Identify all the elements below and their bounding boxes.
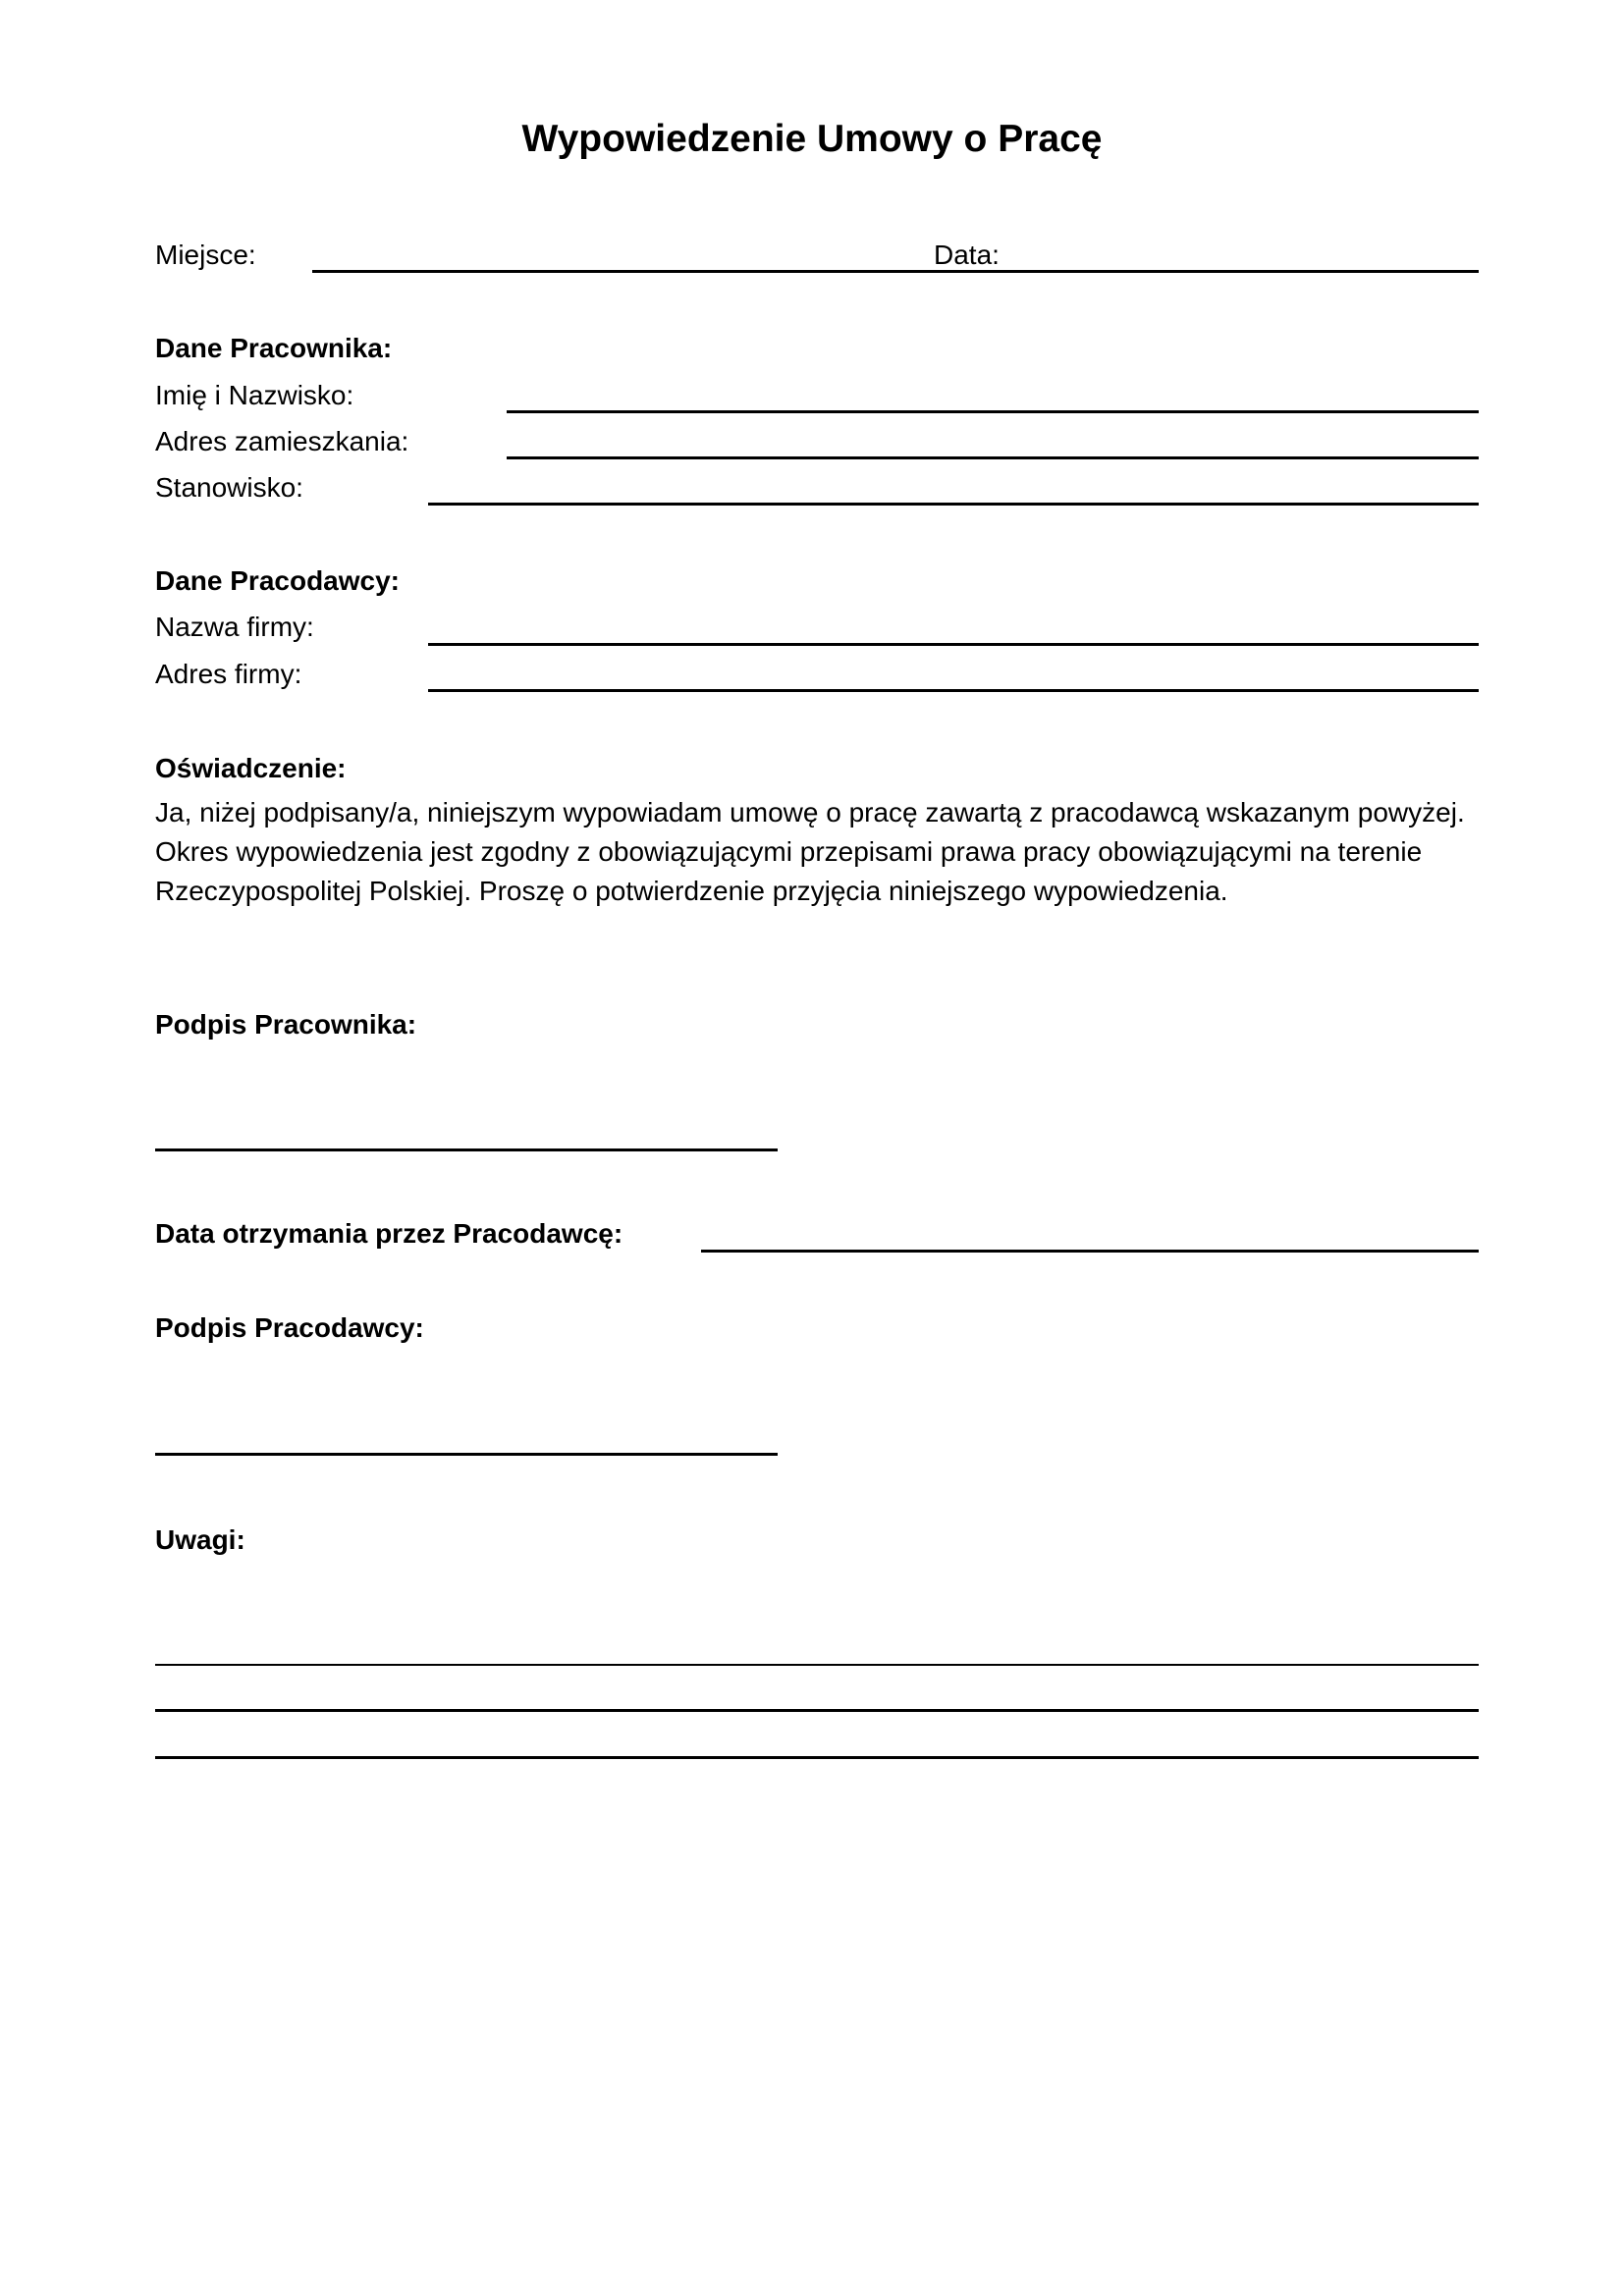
employer-section-heading: Dane Pracodawcy: [155,565,400,596]
statement-line-1: Ja, niżej podpisany/a, niniejszym wypowiadam umowę o pracę zawartą z pracodawcą wskazanym powyżej. [155,797,1465,828]
company-name-field-line[interactable] [428,643,1479,646]
employee-position-field-line[interactable] [428,503,1479,506]
notes-line-1[interactable] [155,1664,1479,1666]
company-address-label: Adres firmy: [155,659,302,689]
employee-section-heading: Dane Pracownika: [155,333,393,363]
employee-name-label: Imię i Nazwisko: [155,380,354,410]
employer-signature-label: Podpis Pracodawcy: [155,1312,424,1343]
receipt-date-label: Data otrzymania przez Pracodawcę: [155,1218,623,1249]
employee-signature-label: Podpis Pracownika: [155,1009,417,1040]
notes-label: Uwagi: [155,1524,245,1555]
place-label: Miejsce: [155,240,256,270]
statement-line-2: Okres wypowiedzenia jest zgodny z obowiązującymi przepisami prawa pracy obowiązującymi na terenie [155,836,1423,867]
employee-signature-line[interactable] [155,1148,778,1151]
employee-name-field-line[interactable] [507,410,1479,413]
document-title: Wypowiedzenie Umowy o Pracę [521,118,1103,160]
notes-line-3[interactable] [155,1756,1479,1759]
statement-paragraph [155,793,1530,911]
notes-line-2[interactable] [155,1709,1479,1712]
employee-position-label: Stanowisko: [155,472,303,503]
employee-address-field-line[interactable] [507,456,1479,459]
place-date-field-line[interactable] [312,270,1479,273]
statement-heading: Oświadczenie: [155,753,347,783]
company-address-field-line[interactable] [428,689,1479,692]
employer-signature-line[interactable] [155,1453,778,1456]
employee-address-label: Adres zamieszkania: [155,426,409,456]
date-label: Data: [934,240,1000,270]
company-name-label: Nazwa firmy: [155,612,314,642]
receipt-date-field-line[interactable] [701,1250,1479,1253]
statement-line-3: Rzeczypospolitej Polskiej. Proszę o potwierdzenie przyjęcia niniejszego wypowiedzenia. [155,876,1228,906]
